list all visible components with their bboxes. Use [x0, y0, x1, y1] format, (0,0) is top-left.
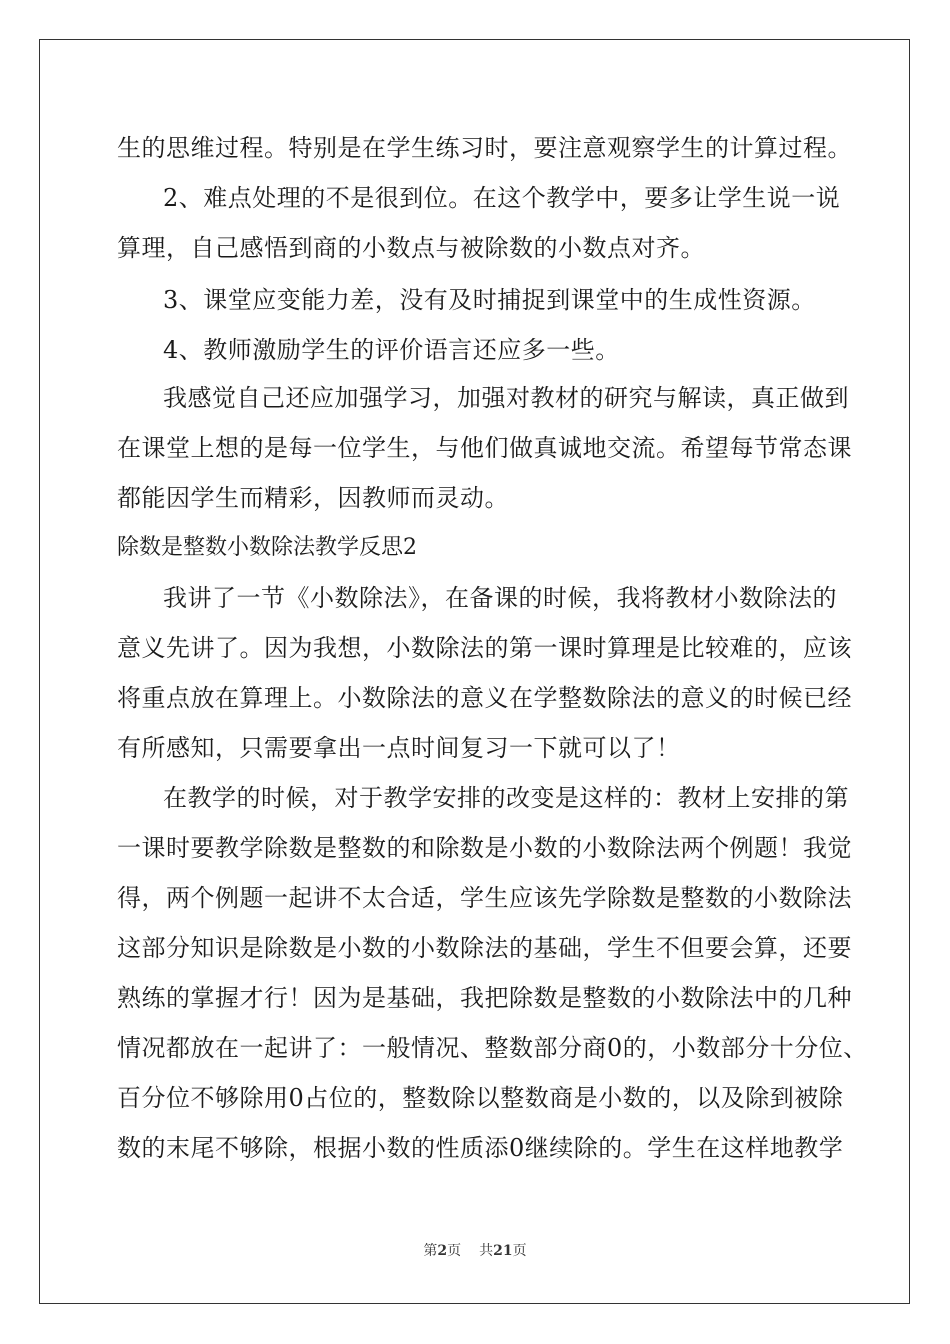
section-heading: 除数是整数小数除法教学反思2	[117, 535, 417, 560]
text-line: 数的末尾不够除，根据小数的性质添0继续除的。学生在这样地教学	[117, 1134, 844, 1162]
text-line: 4、教师激励学生的评价语言还应多一些。	[163, 336, 620, 364]
text-line: 意义先讲了。因为我想，小数除法的第一课时算理是比较难的，应该	[117, 634, 852, 662]
text-line: 算理，自己感悟到商的小数点与被除数的小数点对齐。	[117, 234, 705, 262]
text-line: 在课堂上想的是每一位学生，与他们做真诚地交流。希望每节常态课	[117, 434, 852, 462]
text-line: 一课时要教学除数是整数的和除数是小数的小数除法两个例题！我觉	[117, 834, 852, 862]
text-line: 情况都放在一起讲了：一般情况、整数部分商0的，小数部分十分位、	[117, 1034, 868, 1062]
text-line: 这部分知识是除数是小数的小数除法的基础，学生不但要会算，还要	[117, 934, 852, 962]
text-line: 将重点放在算理上。小数除法的意义在学整数除法的意义的时候已经	[117, 684, 852, 712]
text-line: 生的思维过程。特别是在学生练习时，要注意观察学生的计算过程。	[117, 134, 852, 162]
text-line: 熟练的掌握才行！因为是基础，我把除数是整数的小数除法中的几种	[117, 984, 852, 1012]
total-page-count: 21	[493, 1243, 513, 1259]
total-unit: 页	[512, 1243, 527, 1259]
page-footer	[0, 1242, 950, 1260]
text-line: 都能因学生而精彩，因教师而灵动。	[117, 484, 509, 512]
page-border	[39, 39, 910, 1304]
current-page-number: 2	[437, 1243, 448, 1259]
text-line: 在教学的时候，对于教学安排的改变是这样的：教材上安排的第	[163, 784, 849, 812]
text-line: 得，两个例题一起讲不太合适，学生应该先学除数是整数的小数除法	[117, 884, 852, 912]
text-line: 3、课堂应变能力差，没有及时捕捉到课堂中的生成性资源。	[163, 286, 816, 314]
page-prefix: 第	[423, 1243, 438, 1259]
text-line: 2、难点处理的不是很到位。在这个教学中，要多让学生说一说	[163, 184, 841, 212]
text-line: 我讲了一节《小数除法》，在备课的时候，我将教材小数除法的	[163, 584, 837, 612]
text-line: 百分位不够除用0占位的，整数除以整数商是小数的，以及除到被除	[117, 1084, 844, 1112]
text-line: 我感觉自己还应加强学习，加强对教材的研究与解读，真正做到	[163, 384, 849, 412]
total-prefix: 共	[479, 1243, 494, 1259]
page-unit: 页	[447, 1243, 462, 1259]
text-line: 有所感知，只需要拿出一点时间复习一下就可以了！	[117, 734, 681, 762]
